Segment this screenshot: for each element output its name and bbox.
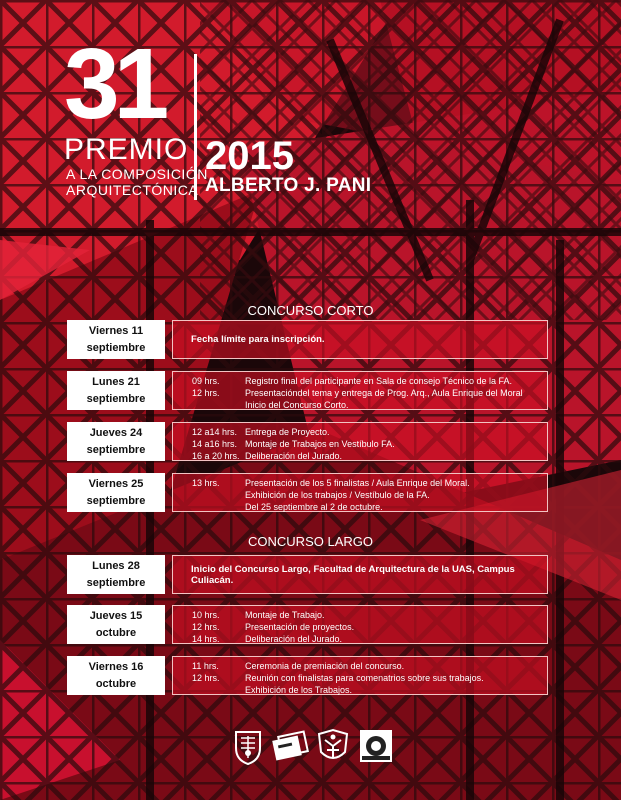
schedule-month: septiembre — [86, 392, 146, 405]
schedule-line — [173, 621, 547, 633]
schedule-date — [67, 656, 165, 695]
schedule-month: octubre — [95, 626, 137, 639]
schedule-time: 09 hrs. — [192, 376, 220, 386]
schedule-month: septiembre — [86, 341, 146, 354]
schedule-line — [173, 609, 547, 621]
schedule-day: Viernes 25 — [88, 477, 144, 490]
schedule-date — [67, 320, 165, 359]
section-heading-concurso-corto: CONCURSO CORTO — [247, 303, 374, 318]
schedule-activity: Presentación de proyectos. — [245, 622, 355, 632]
schedule-time: 12 hrs. — [192, 388, 220, 398]
schedule-details — [172, 605, 548, 644]
schedule-activity: Exhibición de los Trabajos. — [245, 685, 353, 695]
schedule-activity: Deliberación del Jurado. — [245, 451, 343, 461]
schedule-line — [173, 387, 547, 399]
schedule-line — [173, 399, 547, 411]
schedule-time: 10 hrs. — [192, 610, 220, 620]
schedule-time: 11 hrs. — [192, 661, 219, 671]
schedule-month: septiembre — [86, 443, 146, 456]
schedule-line — [173, 684, 547, 696]
schedule-line — [173, 672, 547, 684]
schedule-activity: Entrega de Proyecto. — [245, 427, 330, 437]
schedule-activity: Montaje de Trabajos en Vestíbulo FA. — [245, 439, 395, 449]
schedule-activity: Registro final del participante en Sala de consejo Técnico de la FA. — [245, 376, 512, 386]
schedule-time — [173, 489, 245, 501]
award-title: PREMIO — [64, 133, 189, 166]
schedule-line — [173, 501, 547, 513]
schedule-day: Viernes 11 — [88, 324, 144, 337]
schedule-details — [172, 656, 548, 695]
schedule-time: 16 a 20 hrs. — [192, 451, 240, 461]
schedule-activity: Inicio del Concurso Corto. — [245, 400, 349, 410]
schedule-month: octubre — [95, 677, 137, 690]
schedule-day: Viernes 16 — [88, 660, 144, 673]
schedule-time: 14 a16 hrs. — [192, 439, 238, 449]
schedule-activity: Montaje de Trabajo. — [245, 610, 325, 620]
award-honoree: ALBERTO J. PANI — [205, 175, 372, 196]
schedule-line — [173, 660, 547, 672]
schedule-details — [172, 320, 548, 359]
unam-crest-icon — [228, 726, 268, 766]
schedule-line — [173, 489, 547, 501]
schedule-activity: Presentacióndel tema y entrega de Prog. Arq., Aula Enrique del Moral — [245, 388, 523, 398]
schedule-activity: Reunión con finalistas para comenatrios sobre sus trabajos. — [245, 673, 484, 683]
schedule-details — [172, 555, 548, 594]
schedule-date — [67, 605, 165, 644]
schedule-activity: Fecha límite para inscripción. — [191, 334, 325, 345]
schedule-day: Lunes 28 — [92, 559, 140, 572]
schedule-line — [173, 633, 547, 645]
schedule-activity: Inicio del Concurso Largo, Facultad de Arquitectura de la UAS, Campus Culiacán. — [191, 563, 515, 586]
schedule-day: Jueves 15 — [89, 609, 143, 622]
schedule-details — [172, 422, 548, 461]
fa-logo-icon — [270, 726, 310, 766]
schedule-date — [67, 473, 165, 512]
schedule-time — [173, 399, 245, 411]
schedule-time: 12 hrs. — [192, 622, 220, 632]
schedule-time: 12 a14 hrs. — [192, 427, 238, 437]
award-year: 2015 — [205, 134, 294, 178]
schedule-month: septiembre — [86, 576, 146, 589]
schedule-activity: Exhibición de los trabajos / Vestíbulo de la FA. — [245, 490, 430, 500]
schedule-month: septiembre — [86, 494, 146, 507]
schedule-time: 14 hrs. — [192, 634, 220, 644]
award-subtitle-line2: ARQUITECTÓNICA — [66, 182, 199, 198]
schedule-time: 12 hrs. — [192, 673, 220, 683]
schedule-line — [173, 438, 547, 450]
edition-number: 31 — [64, 28, 164, 140]
schedule-date — [67, 371, 165, 410]
schedule-day: Jueves 24 — [89, 426, 143, 439]
uas-eagle-icon — [313, 726, 353, 766]
schedule-line — [173, 477, 547, 489]
schedule-activity: Presentación de los 5 finalistas / Aula Enrique del Moral. — [245, 478, 470, 488]
schedule-activity: Ceremonia de premiación del concurso. — [245, 661, 405, 671]
schedule-line — [173, 426, 547, 438]
schedule-details — [172, 473, 548, 512]
schedule-activity: Del 25 septiembre al 2 de octubre. — [245, 502, 383, 512]
section-heading-concurso-largo: CONCURSO LARGO — [248, 534, 373, 549]
camera-logo-icon — [356, 726, 396, 766]
schedule-day: Lunes 21 — [92, 375, 140, 388]
award-subtitle-line1: A LA COMPOSICIÓN — [66, 166, 208, 182]
schedule-time: 13 hrs. — [192, 478, 220, 488]
schedule-time — [173, 501, 245, 513]
schedule-time — [173, 684, 245, 696]
schedule-line — [173, 450, 547, 462]
schedule-line — [173, 375, 547, 387]
schedule-activity: Deliberación del Jurado. — [245, 634, 343, 644]
schedule-date — [67, 422, 165, 461]
schedule-date — [67, 555, 165, 594]
schedule-details — [172, 371, 548, 410]
